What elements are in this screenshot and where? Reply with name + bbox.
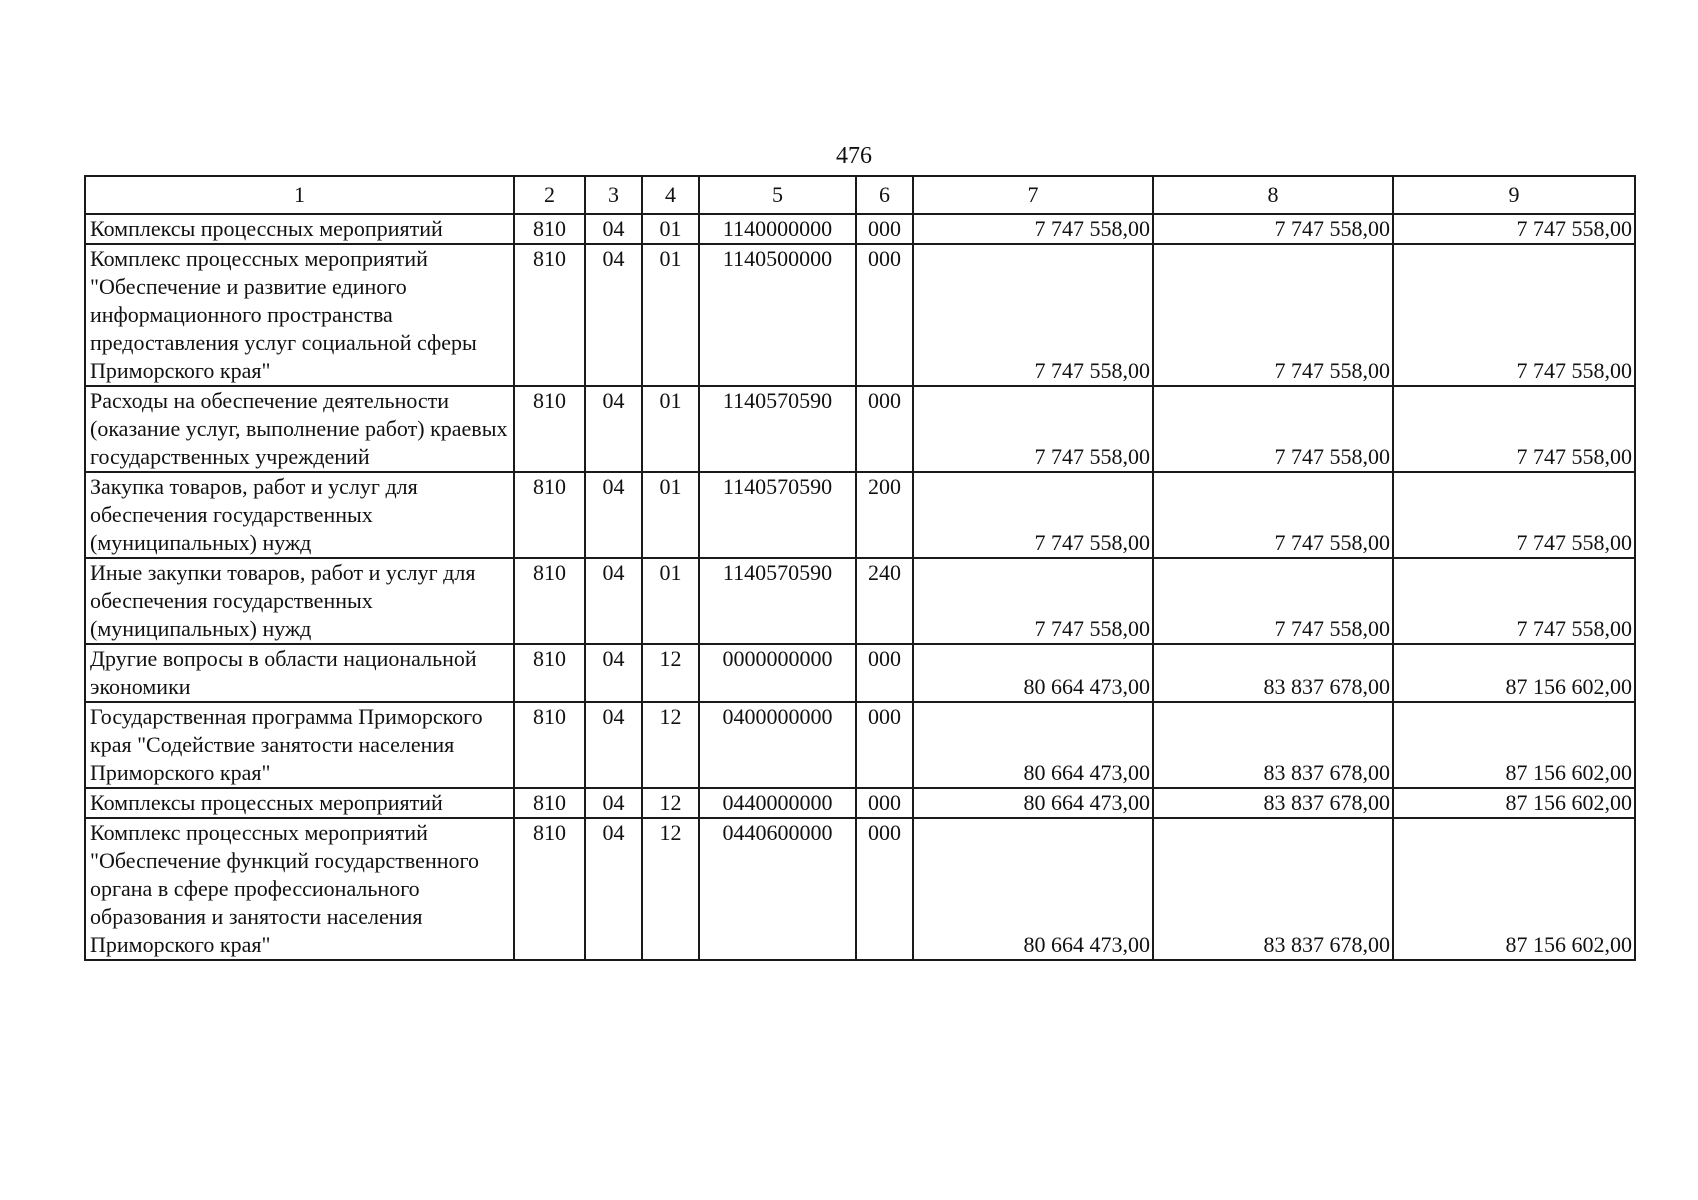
target-article-code: 0440000000 — [699, 788, 856, 818]
table-row — [85, 386, 1635, 472]
section-code: 04 — [585, 244, 642, 386]
expense-type-code: 200 — [856, 472, 913, 558]
expense-type-code: 240 — [856, 558, 913, 644]
expense-type-code: 000 — [856, 788, 913, 818]
ministry-code: 810 — [514, 472, 585, 558]
table-row — [85, 788, 1635, 818]
expense-type-code: 000 — [856, 244, 913, 386]
amount-col7: 80 664 473,00 — [913, 788, 1153, 818]
row-name: Государственная программа Приморского края "Содействие занятости населения Приморского края" — [85, 702, 514, 788]
amount-col8: 7 747 558,00 — [1153, 472, 1393, 558]
subsection-code: 01 — [642, 244, 699, 386]
amount-col9: 87 156 602,00 — [1393, 644, 1635, 702]
subsection-code: 01 — [642, 386, 699, 472]
ministry-code: 810 — [514, 558, 585, 644]
amount-col7: 80 664 473,00 — [913, 644, 1153, 702]
section-code: 04 — [585, 644, 642, 702]
budget-table — [84, 175, 1636, 961]
target-article-code: 0440600000 — [699, 818, 856, 960]
table-row — [85, 702, 1635, 788]
table-row — [85, 244, 1635, 386]
amount-col9: 7 747 558,00 — [1393, 558, 1635, 644]
amount-col8: 83 837 678,00 — [1153, 644, 1393, 702]
amount-col8: 7 747 558,00 — [1153, 558, 1393, 644]
amount-col7: 7 747 558,00 — [913, 214, 1153, 244]
amount-col8: 7 747 558,00 — [1153, 244, 1393, 386]
subsection-code: 12 — [642, 644, 699, 702]
row-name: Расходы на обеспечение деятельности (оказание услуг, выполнение работ) краевых государственных учреждений — [85, 386, 514, 472]
amount-col8: 83 837 678,00 — [1153, 788, 1393, 818]
amount-col9: 7 747 558,00 — [1393, 244, 1635, 386]
ministry-code: 810 — [514, 214, 585, 244]
column-header: 9 — [1393, 176, 1635, 214]
column-header: 8 — [1153, 176, 1393, 214]
amount-col9: 87 156 602,00 — [1393, 788, 1635, 818]
subsection-code: 12 — [642, 788, 699, 818]
section-code: 04 — [585, 558, 642, 644]
ministry-code: 810 — [514, 702, 585, 788]
row-name: Другие вопросы в области национальной экономики — [85, 644, 514, 702]
subsection-code: 01 — [642, 214, 699, 244]
amount-col7: 80 664 473,00 — [913, 702, 1153, 788]
amount-col7: 7 747 558,00 — [913, 244, 1153, 386]
column-header: 2 — [514, 176, 585, 214]
row-name: Иные закупки товаров, работ и услуг для обеспечения государственных (муниципальных) нужд — [85, 558, 514, 644]
target-article-code: 1140570590 — [699, 472, 856, 558]
expense-type-code: 000 — [856, 818, 913, 960]
target-article-code: 1140570590 — [699, 386, 856, 472]
header-row — [85, 176, 1635, 214]
amount-col8: 83 837 678,00 — [1153, 702, 1393, 788]
amount-col9: 7 747 558,00 — [1393, 386, 1635, 472]
target-article-code: 1140570590 — [699, 558, 856, 644]
amount-col8: 83 837 678,00 — [1153, 818, 1393, 960]
row-name: Комплекс процессных мероприятий "Обеспечение функций государственного органа в сфере профессионального образования и занятости населения Приморского края" — [85, 818, 514, 960]
ministry-code: 810 — [514, 818, 585, 960]
amount-col7: 80 664 473,00 — [913, 818, 1153, 960]
amount-col9: 7 747 558,00 — [1393, 472, 1635, 558]
row-name: Комплексы процессных мероприятий — [85, 788, 514, 818]
amount-col9: 87 156 602,00 — [1393, 818, 1635, 960]
subsection-code: 01 — [642, 472, 699, 558]
column-header: 3 — [585, 176, 642, 214]
expense-type-code: 000 — [856, 386, 913, 472]
table-row — [85, 558, 1635, 644]
table-row — [85, 818, 1635, 960]
ministry-code: 810 — [514, 386, 585, 472]
amount-col7: 7 747 558,00 — [913, 386, 1153, 472]
target-article-code: 0000000000 — [699, 644, 856, 702]
ministry-code: 810 — [514, 244, 585, 386]
amount-col8: 7 747 558,00 — [1153, 214, 1393, 244]
row-name: Закупка товаров, работ и услуг для обеспечения государственных (муниципальных) нужд — [85, 472, 514, 558]
section-code: 04 — [585, 818, 642, 960]
column-header: 5 — [699, 176, 856, 214]
amount-col7: 7 747 558,00 — [913, 558, 1153, 644]
amount-col8: 7 747 558,00 — [1153, 386, 1393, 472]
ministry-code: 810 — [514, 788, 585, 818]
column-header: 1 — [85, 176, 514, 214]
row-name: Комплекс процессных мероприятий "Обеспечение и развитие единого информационного пространства предоставления услуг социальной сферы Приморского края" — [85, 244, 514, 386]
amount-col7: 7 747 558,00 — [913, 472, 1153, 558]
row-name: Комплексы процессных мероприятий — [85, 214, 514, 244]
subsection-code: 12 — [642, 818, 699, 960]
subsection-code: 01 — [642, 558, 699, 644]
column-header: 7 — [913, 176, 1153, 214]
target-article-code: 1140500000 — [699, 244, 856, 386]
column-header: 6 — [856, 176, 913, 214]
column-header: 4 — [642, 176, 699, 214]
amount-col9: 7 747 558,00 — [1393, 214, 1635, 244]
amount-col9: 87 156 602,00 — [1393, 702, 1635, 788]
ministry-code: 810 — [514, 644, 585, 702]
section-code: 04 — [585, 472, 642, 558]
target-article-code: 0400000000 — [699, 702, 856, 788]
table-row — [85, 214, 1635, 244]
expense-type-code: 000 — [856, 214, 913, 244]
section-code: 04 — [585, 214, 642, 244]
target-article-code: 1140000000 — [699, 214, 856, 244]
table-row — [85, 472, 1635, 558]
section-code: 04 — [585, 788, 642, 818]
table-row — [85, 644, 1635, 702]
subsection-code: 12 — [642, 702, 699, 788]
section-code: 04 — [585, 386, 642, 472]
page-number: 476 — [836, 143, 872, 169]
expense-type-code: 000 — [856, 644, 913, 702]
expense-type-code: 000 — [856, 702, 913, 788]
section-code: 04 — [585, 702, 642, 788]
